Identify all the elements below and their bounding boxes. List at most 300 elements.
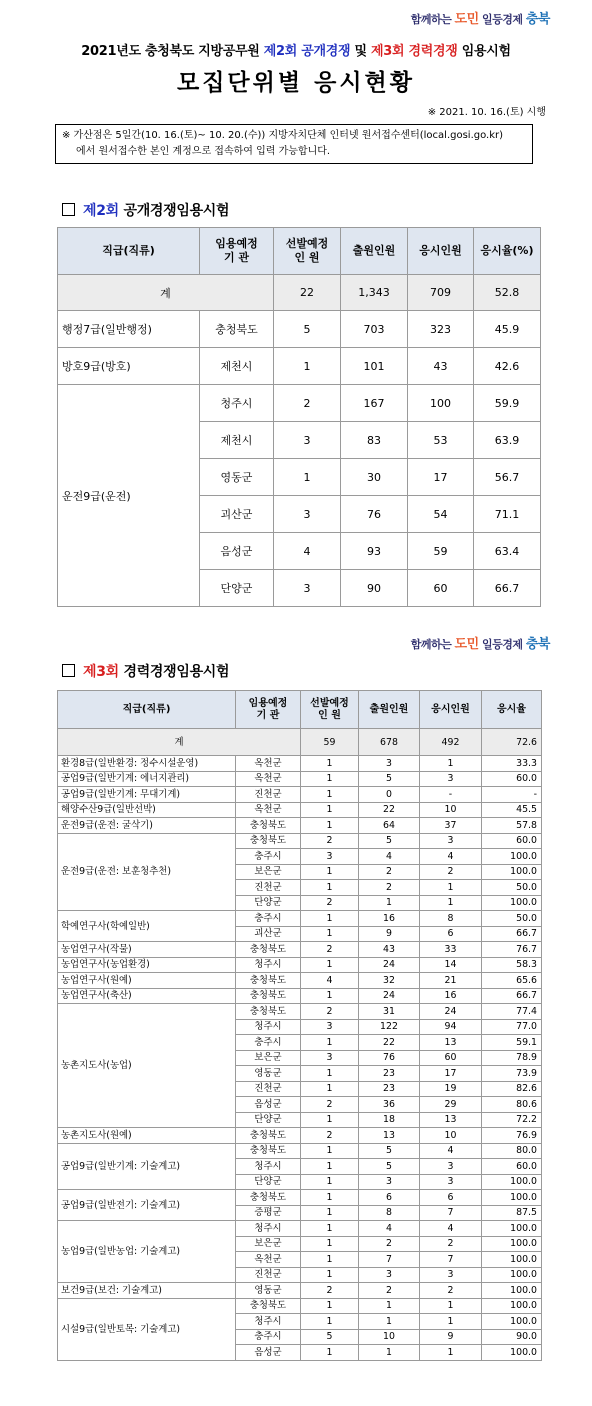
header-quota-2: 인 원 (294, 251, 320, 264)
rate-cell: 100.0 (482, 1252, 542, 1268)
grade-cell: 농업연구사(원예) (58, 973, 236, 989)
quota-cell: 1 (301, 1066, 359, 1082)
header-quota (301, 691, 359, 729)
logo2-text-3: 일등경제 (482, 638, 523, 651)
header-rate: 응시율(%) (474, 228, 541, 275)
quota-cell: 5 (301, 1329, 359, 1345)
grade-cell: 농촌지도사(농업) (58, 1004, 236, 1128)
applied-cell: 90 (341, 570, 408, 607)
total-rate: 72.6 (482, 729, 542, 756)
rate-cell: 100.0 (482, 1174, 542, 1190)
section-1-heading-rest: 공개경쟁임용시험 (118, 203, 230, 219)
total-label: 계 (58, 729, 301, 756)
applied-cell: 30 (341, 459, 408, 496)
applied-cell: 1 (359, 895, 420, 911)
agency-cell: 영동군 (236, 1066, 301, 1082)
rate-cell: 90.0 (482, 1329, 542, 1345)
rate-cell: 65.6 (482, 973, 542, 989)
agency-cell: 음성군 (200, 533, 274, 570)
agency-cell: 영동군 (236, 1283, 301, 1299)
quota-cell: 1 (274, 459, 341, 496)
title-post: 임용시험 (457, 44, 511, 59)
applied-cell: 5 (359, 833, 420, 849)
logo-text-3: 일등경제 (482, 13, 523, 26)
rate-cell: 60.0 (482, 771, 542, 787)
rate-cell: 72.2 (482, 1112, 542, 1128)
total-rate: 52.8 (474, 275, 541, 311)
taken-cell: 3 (420, 1267, 482, 1283)
title-mid: 및 (350, 44, 371, 59)
taken-cell: 60 (420, 1050, 482, 1066)
table-row (58, 1221, 542, 1237)
header-taken: 응시인원 (408, 228, 474, 275)
applied-cell: 83 (341, 422, 408, 459)
rate-cell: 59.9 (474, 385, 541, 422)
checkbox-square-icon (62, 203, 75, 216)
quota-cell: 1 (274, 348, 341, 385)
applied-cell: 167 (341, 385, 408, 422)
title-blue: 제2회 공개경쟁 (263, 44, 351, 59)
rate-cell: 57.8 (482, 818, 542, 834)
table-row (58, 1128, 542, 1144)
agency-cell: 진천군 (236, 787, 301, 803)
quota-cell: 3 (301, 1050, 359, 1066)
agency-cell: 음성군 (236, 1097, 301, 1113)
agency-cell: 충주시 (236, 1035, 301, 1051)
applied-cell: 32 (359, 973, 420, 989)
table-row (58, 973, 542, 989)
section-2-heading (62, 661, 229, 681)
quota-cell: 1 (301, 1205, 359, 1221)
agency-cell: 충청북도 (200, 311, 274, 348)
grade-cell: 농업9급(일반농업: 기술계고) (58, 1221, 236, 1283)
header-agency (200, 228, 274, 275)
taken-cell: 13 (420, 1035, 482, 1051)
taken-cell: 17 (408, 459, 474, 496)
header-quota-1: 선발예정 (285, 237, 329, 250)
taken-cell: 2 (420, 1236, 482, 1252)
taken-cell: 100 (408, 385, 474, 422)
applied-cell: 3 (359, 756, 420, 772)
logo2-text-2: 도민 (454, 637, 479, 652)
rate-cell: 60.0 (482, 1159, 542, 1175)
table-row (58, 756, 542, 772)
header-agency-1: 임용예정 (215, 237, 258, 250)
table-row (58, 1143, 542, 1159)
rate-cell: 100.0 (482, 895, 542, 911)
agency-cell: 청주시 (236, 1221, 301, 1237)
agency-cell: 옥천군 (236, 802, 301, 818)
taken-cell: 29 (420, 1097, 482, 1113)
rate-cell: 66.7 (482, 988, 542, 1004)
logo2-text-1: 함께하는 (410, 638, 452, 651)
taken-cell: 21 (420, 973, 482, 989)
grade-cell: 공업9급(일반기계: 기술계고) (58, 1143, 236, 1190)
title-red: 제3회 경력경쟁 (370, 44, 458, 59)
agency-cell: 옥천군 (236, 771, 301, 787)
grade-cell: 해양수산9급(일반선박) (58, 802, 236, 818)
applied-cell: 22 (359, 802, 420, 818)
agency-cell: 충청북도 (236, 818, 301, 834)
rate-cell: 100.0 (482, 1283, 542, 1299)
applied-cell: 6 (359, 1190, 420, 1206)
exam-date: ※ 2021. 10. 16.(토) 시행 (427, 107, 546, 118)
agency-cell: 제천시 (200, 348, 274, 385)
taken-cell: 59 (408, 533, 474, 570)
title-pre: 2021년도 충청북도 지방공무원 (81, 44, 264, 59)
section-2-heading-rest: 경력경쟁임용시험 (118, 664, 230, 680)
rate-cell: 50.0 (482, 880, 542, 896)
applied-cell: 3 (359, 1174, 420, 1190)
quota-cell: 3 (301, 1019, 359, 1035)
section-1-heading (62, 200, 229, 220)
page-title: 모집단위별 응시현황 (177, 70, 415, 96)
agency-cell: 청주시 (236, 1314, 301, 1330)
agency-cell: 충청북도 (236, 1143, 301, 1159)
applied-cell: 31 (359, 1004, 420, 1020)
rate-cell: - (482, 787, 542, 803)
taken-cell: 60 (408, 570, 474, 607)
taken-cell: 1 (420, 1314, 482, 1330)
quota-cell: 1 (301, 756, 359, 772)
grade-cell: 운전9급(운전) (58, 385, 200, 607)
applied-cell: 1 (359, 1345, 420, 1361)
rate-cell: 56.7 (474, 459, 541, 496)
taken-cell: 4 (420, 849, 482, 865)
taken-cell: 94 (420, 1019, 482, 1035)
applied-cell: 76 (341, 496, 408, 533)
rate-cell: 63.9 (474, 422, 541, 459)
rate-cell: 73.9 (482, 1066, 542, 1082)
quota-cell: 3 (274, 422, 341, 459)
taken-cell: 2 (420, 1283, 482, 1299)
taken-cell: 3 (420, 771, 482, 787)
taken-cell: 7 (420, 1205, 482, 1221)
agency-cell: 단양군 (236, 1112, 301, 1128)
agency-cell: 청주시 (236, 957, 301, 973)
taken-cell: 17 (420, 1066, 482, 1082)
total-applied: 678 (359, 729, 420, 756)
table-row (58, 1004, 542, 1020)
header-agency-1: 임용예정 (248, 697, 288, 709)
applied-cell: 2 (359, 880, 420, 896)
taken-cell: 9 (420, 1329, 482, 1345)
table-row (58, 1190, 542, 1206)
applied-cell: 2 (359, 1236, 420, 1252)
quota-cell: 1 (301, 1035, 359, 1051)
total-taken: 492 (420, 729, 482, 756)
taken-cell: 4 (420, 1221, 482, 1237)
grade-cell: 보건9급(보건: 기술계고) (58, 1283, 236, 1299)
taken-cell: 1 (420, 895, 482, 911)
applied-cell: 24 (359, 957, 420, 973)
agency-cell: 음성군 (236, 1345, 301, 1361)
rate-cell: 63.4 (474, 533, 541, 570)
total-quota: 59 (301, 729, 359, 756)
taken-cell: 13 (420, 1112, 482, 1128)
agency-cell: 충청북도 (236, 1298, 301, 1314)
table-row (58, 957, 542, 973)
career-competition-table (57, 690, 542, 1361)
rate-cell: 42.6 (474, 348, 541, 385)
rate-cell: 33.3 (482, 756, 542, 772)
quota-cell: 2 (301, 1004, 359, 1020)
table-row (58, 275, 541, 311)
chungbuk-logo (411, 8, 550, 27)
rate-cell: 87.5 (482, 1205, 542, 1221)
applied-cell: 7 (359, 1252, 420, 1268)
agency-cell: 진천군 (236, 880, 301, 896)
rate-cell: 45.5 (482, 802, 542, 818)
quota-cell: 1 (301, 771, 359, 787)
taken-cell: 6 (420, 1190, 482, 1206)
applied-cell: 101 (341, 348, 408, 385)
agency-cell: 청주시 (236, 1019, 301, 1035)
rate-cell: 77.4 (482, 1004, 542, 1020)
rate-cell: 78.9 (482, 1050, 542, 1066)
table-row (58, 385, 541, 422)
table-row (58, 802, 542, 818)
applied-cell: 2 (359, 1283, 420, 1299)
quota-cell: 1 (301, 864, 359, 880)
quota-cell: 1 (301, 802, 359, 818)
taken-cell: 323 (408, 311, 474, 348)
agency-cell: 단양군 (236, 1174, 301, 1190)
taken-cell: 1 (420, 880, 482, 896)
taken-cell: 10 (420, 1128, 482, 1144)
quota-cell: 1 (301, 787, 359, 803)
rate-cell: 59.1 (482, 1035, 542, 1051)
grade-cell: 학예연구사(학예일반) (58, 911, 236, 942)
applied-cell: 8 (359, 1205, 420, 1221)
checkbox-square-icon (62, 664, 75, 677)
table-row (58, 311, 541, 348)
agency-cell: 보은군 (236, 1236, 301, 1252)
header-applied: 출원인원 (359, 691, 420, 729)
table-row (58, 818, 542, 834)
agency-cell: 충청북도 (236, 988, 301, 1004)
applied-cell: 5 (359, 771, 420, 787)
taken-cell: 19 (420, 1081, 482, 1097)
taken-cell: 3 (420, 1174, 482, 1190)
rate-cell: 76.9 (482, 1128, 542, 1144)
rate-cell: 82.6 (482, 1081, 542, 1097)
document-subtitle (0, 40, 592, 59)
applied-cell: 18 (359, 1112, 420, 1128)
taken-cell: 33 (420, 942, 482, 958)
applied-cell: 23 (359, 1066, 420, 1082)
applied-cell: 4 (359, 849, 420, 865)
applied-cell: 13 (359, 1128, 420, 1144)
quota-cell: 1 (301, 1159, 359, 1175)
taken-cell: - (420, 787, 482, 803)
grade-cell: 운전9급(운전: 보훈청추천) (58, 833, 236, 911)
agency-cell: 보은군 (236, 1050, 301, 1066)
quota-cell: 2 (301, 942, 359, 958)
applied-cell: 23 (359, 1081, 420, 1097)
rate-cell: 76.7 (482, 942, 542, 958)
quota-cell: 1 (301, 1081, 359, 1097)
rate-cell: 50.0 (482, 911, 542, 927)
taken-cell: 3 (420, 833, 482, 849)
rate-cell: 66.7 (482, 926, 542, 942)
quota-cell: 3 (274, 570, 341, 607)
grade-cell: 시설9급(일반토목: 기술계고) (58, 1298, 236, 1360)
grade-cell: 농업연구사(축산) (58, 988, 236, 1004)
quota-cell: 2 (301, 1283, 359, 1299)
quota-cell: 1 (301, 926, 359, 942)
grade-cell: 공업9급(일반기계: 에너지관리) (58, 771, 236, 787)
agency-cell: 청주시 (200, 385, 274, 422)
rate-cell: 58.3 (482, 957, 542, 973)
applied-cell: 2 (359, 864, 420, 880)
rate-cell: 100.0 (482, 1267, 542, 1283)
quota-cell: 1 (301, 1190, 359, 1206)
table-row (58, 348, 541, 385)
quota-cell: 1 (301, 1221, 359, 1237)
logo2-text-4: 충북 (525, 637, 550, 652)
applied-cell: 36 (359, 1097, 420, 1113)
table-row (58, 833, 542, 849)
rate-cell: 80.6 (482, 1097, 542, 1113)
grade-cell: 농업연구사(작물) (58, 942, 236, 958)
quota-cell: 1 (301, 911, 359, 927)
applied-cell: 24 (359, 988, 420, 1004)
rate-cell: 71.1 (474, 496, 541, 533)
quota-cell: 1 (301, 988, 359, 1004)
agency-cell: 충청북도 (236, 973, 301, 989)
header-rate: 응시율 (482, 691, 542, 729)
taken-cell: 43 (408, 348, 474, 385)
quota-cell: 4 (274, 533, 341, 570)
header-grade: 직급(직류) (58, 228, 200, 275)
header-quota-2: 인 원 (318, 709, 341, 721)
table-row (58, 1298, 542, 1314)
grade-cell: 공업9급(일반기계: 무대기계) (58, 787, 236, 803)
section-2-heading-red: 제3회 (83, 664, 119, 680)
rate-cell: 100.0 (482, 1190, 542, 1206)
applied-cell: 93 (341, 533, 408, 570)
header-agency (236, 691, 301, 729)
taken-cell: 54 (408, 496, 474, 533)
agency-cell: 충청북도 (236, 833, 301, 849)
header-agency-2: 기 관 (256, 709, 280, 721)
quota-cell: 1 (301, 1252, 359, 1268)
chungbuk-logo-2 (411, 633, 550, 652)
grade-cell: 농업연구사(농업환경) (58, 957, 236, 973)
applied-cell: 703 (341, 311, 408, 348)
taken-cell: 16 (420, 988, 482, 1004)
header-quota (274, 228, 341, 275)
rate-cell: 66.7 (474, 570, 541, 607)
quota-cell: 1 (301, 1143, 359, 1159)
agency-cell: 영동군 (200, 459, 274, 496)
header-quota-1: 선발예정 (310, 697, 349, 709)
quota-cell: 5 (274, 311, 341, 348)
rate-cell: 100.0 (482, 864, 542, 880)
total-quota: 22 (274, 275, 341, 311)
taken-cell: 1 (420, 756, 482, 772)
quota-cell: 2 (301, 1097, 359, 1113)
applied-cell: 1 (359, 1314, 420, 1330)
quota-cell: 1 (301, 1345, 359, 1361)
table-row (58, 729, 542, 756)
applied-cell: 64 (359, 818, 420, 834)
grade-cell: 환경8급(일반환경: 정수시설운영) (58, 756, 236, 772)
rate-cell: 77.0 (482, 1019, 542, 1035)
quota-cell: 2 (301, 895, 359, 911)
agency-cell: 충청북도 (236, 942, 301, 958)
notice-line-1: ※ 가산점은 5일간(10. 16.(토)~ 10. 20.(수)) 지방자치단체 인터넷 원서접수센터(local.gosi.go.kr) (62, 130, 504, 141)
quota-cell: 1 (301, 1174, 359, 1190)
taken-cell: 7 (420, 1252, 482, 1268)
taken-cell: 10 (420, 802, 482, 818)
grade-cell: 운전9급(운전: 굴삭기) (58, 818, 236, 834)
applied-cell: 5 (359, 1143, 420, 1159)
notice-line-2: 에서 원서접수한 본인 계정으로 접속하여 입력 가능합니다. (76, 146, 331, 157)
agency-cell: 단양군 (236, 895, 301, 911)
applied-cell: 10 (359, 1329, 420, 1345)
quota-cell: 2 (301, 1128, 359, 1144)
agency-cell: 청주시 (236, 1159, 301, 1175)
rate-cell: 45.9 (474, 311, 541, 348)
agency-cell: 보은군 (236, 864, 301, 880)
rate-cell: 100.0 (482, 1345, 542, 1361)
logo-text-2: 도민 (454, 12, 479, 27)
rate-cell: 60.0 (482, 833, 542, 849)
grade-cell: 행정7급(일반행정) (58, 311, 200, 348)
applied-cell: 76 (359, 1050, 420, 1066)
agency-cell: 충청북도 (236, 1128, 301, 1144)
agency-cell: 충주시 (236, 849, 301, 865)
taken-cell: 6 (420, 926, 482, 942)
quota-cell: 1 (301, 880, 359, 896)
applied-cell: 16 (359, 911, 420, 927)
applied-cell: 0 (359, 787, 420, 803)
quota-cell: 3 (274, 496, 341, 533)
quota-cell: 1 (301, 1298, 359, 1314)
quota-cell: 2 (301, 833, 359, 849)
total-label: 계 (58, 275, 274, 311)
taken-cell: 4 (420, 1143, 482, 1159)
taken-cell: 8 (420, 911, 482, 927)
total-applied: 1,343 (341, 275, 408, 311)
rate-cell: 100.0 (482, 1236, 542, 1252)
agency-cell: 진천군 (236, 1081, 301, 1097)
agency-cell: 단양군 (200, 570, 274, 607)
taken-cell: 24 (420, 1004, 482, 1020)
applied-cell: 3 (359, 1267, 420, 1283)
agency-cell: 제천시 (200, 422, 274, 459)
table-row (58, 1283, 542, 1299)
header-taken: 응시인원 (420, 691, 482, 729)
table-row (58, 787, 542, 803)
agency-cell: 괴산군 (200, 496, 274, 533)
applied-cell: 5 (359, 1159, 420, 1175)
header-agency-2: 기 관 (223, 251, 250, 264)
rate-cell: 100.0 (482, 1314, 542, 1330)
table-row (58, 911, 542, 927)
agency-cell: 충주시 (236, 1329, 301, 1345)
applied-cell: 9 (359, 926, 420, 942)
grade-cell: 농촌지도사(원예) (58, 1128, 236, 1144)
taken-cell: 14 (420, 957, 482, 973)
agency-cell: 충주시 (236, 911, 301, 927)
header-grade: 직급(직류) (58, 691, 236, 729)
logo-text-1: 함께하는 (410, 13, 452, 26)
header-applied: 출원인원 (341, 228, 408, 275)
applied-cell: 4 (359, 1221, 420, 1237)
